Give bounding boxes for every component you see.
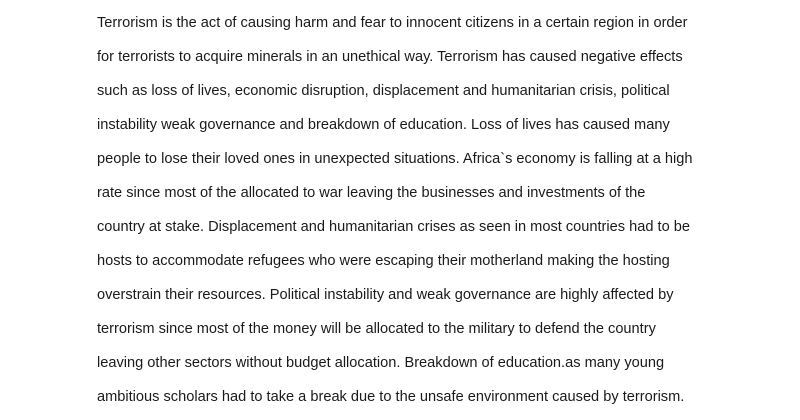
text-line-5: people to lose their loved ones in unexpected situations. Africa`s economy is falling at a high: [97, 151, 693, 167]
text-line-4: instability weak governance and breakdown of education. Loss of lives has caused many: [97, 117, 670, 133]
text-line-12: ambitious scholars had to take a break due to the unsafe environment caused by terrorism.: [97, 389, 685, 405]
text-line-11: leaving other sectors without budget allocation. Breakdown of education.as many young: [97, 355, 665, 371]
text-line-9: overstrain their resources. Political instability and weak governance are highly affected by: [97, 287, 674, 303]
text-line-6: rate since most of the allocated to war leaving the businesses and investments of the: [97, 185, 646, 201]
text-line-3: such as loss of lives, economic disruption, displacement and humanitarian crisis, political: [97, 83, 670, 99]
text-line-2: for terrorists to acquire minerals in an unethical way. Terrorism has caused negative effects: [97, 49, 683, 65]
text-line-10: terrorism since most of the money will be allocated to the military to defend the country: [97, 321, 656, 337]
text-line-1: Terrorism is the act of causing harm and fear to innocent citizens in a certain region in order: [97, 15, 688, 31]
body-paragraph: [97, 10, 797, 418]
text-line-7: country at stake. Displacement and humanitarian crises as seen in most countries had to be: [97, 219, 690, 235]
text-line-8: hosts to accommodate refugees who were escaping their motherland making the hosting: [97, 253, 670, 269]
